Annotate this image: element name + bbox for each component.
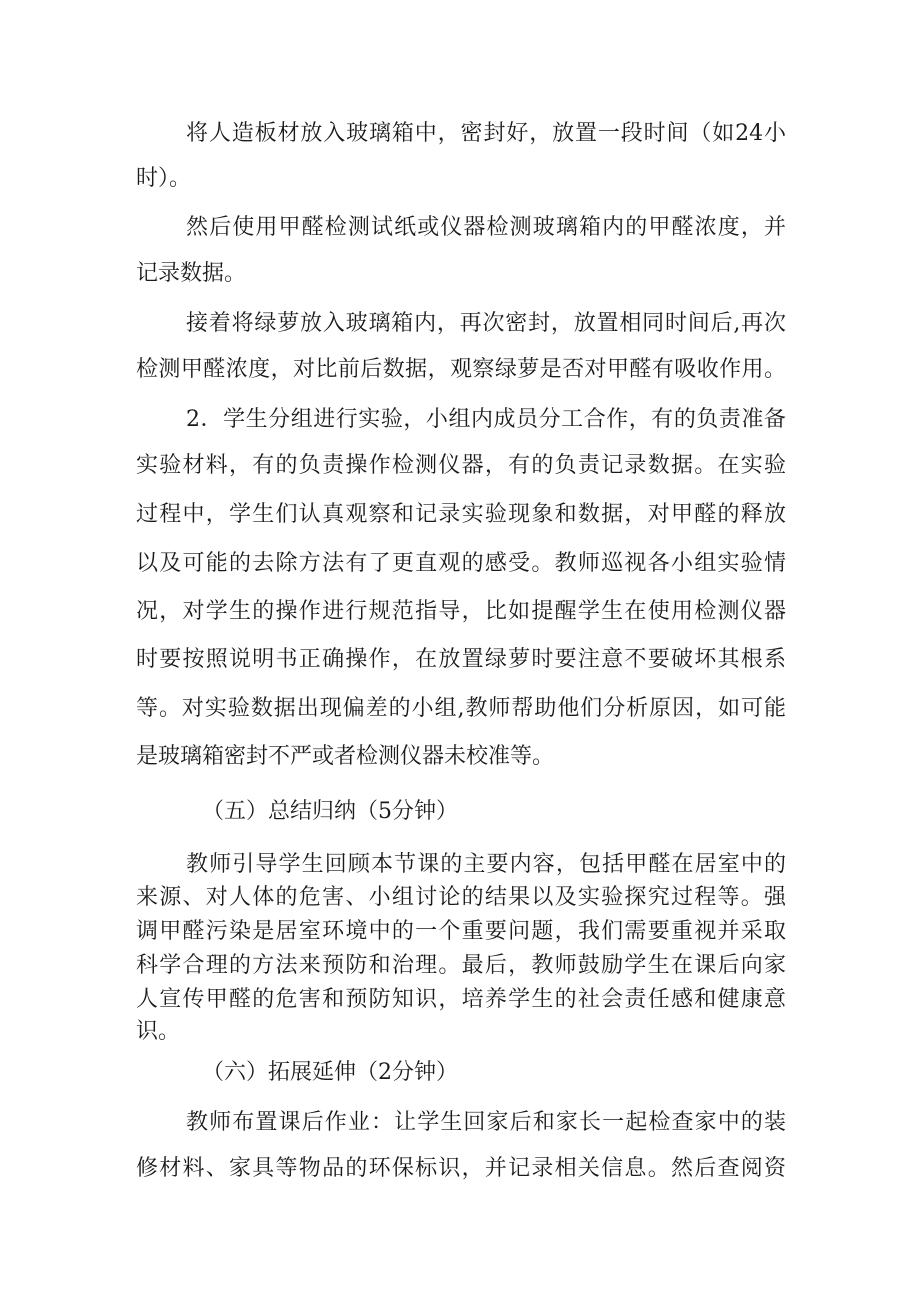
paragraph-line: 时要按照说明书正确操作，在放置绿萝时要注意不要破坏其根系	[136, 647, 786, 672]
paragraph-line: 以及可能的去除方法有了更直观的感受。教师巡视各小组实验情	[136, 551, 786, 576]
paragraph-line: 教师引导学生回顾本节课的主要内容，包括甲醛在居室中的	[186, 852, 786, 877]
paragraph-line: 况，对学生的操作进行规范指导，比如提醒学生在使用检测仪器	[136, 599, 786, 624]
paragraph-line: 2．学生分组进行实验，小组内成员分工合作，有的负责准备	[186, 407, 786, 432]
paragraph-line: 等。对实验数据出现偏差的小组,教师帮助他们分析原因，如可能	[136, 696, 786, 721]
paragraph-line: 来源、对人体的危害、小组讨论的结果以及实验探究过程等。强	[136, 885, 786, 910]
paragraph-line: 修材料、家具等物品的环保标识，并记录相关信息。然后查阅资	[136, 1156, 786, 1181]
paragraph-line: 识。	[136, 1019, 181, 1044]
paragraph-line: 是玻璃箱密封不严或者检测仪器未校准等。	[136, 744, 555, 769]
section-heading: （六）拓展延伸（2分钟）	[202, 1060, 458, 1085]
paragraph-line: 记录数据。	[136, 261, 247, 286]
paragraph-line: 时）。	[136, 166, 192, 191]
paragraph-line: 过程中，学生们认真观察和记录实验现象和数据，对甲醛的释放	[136, 502, 786, 527]
paragraph-line: 实验材料，有的负责操作检测仪器，有的负责记录数据。在实验	[136, 453, 786, 478]
paragraph-line: 将人造板材放入玻璃箱中，密封好，放置一段时间（如24小	[186, 121, 786, 146]
paragraph-line: 调甲醛污染是居室环境中的一个重要问题，我们需要重视并采取	[136, 919, 786, 944]
section-heading: （五）总结归纳（5分钟）	[202, 799, 458, 824]
paragraph-line: 然后使用甲醛检测试纸或仪器检测玻璃箱内的甲醛浓度，并	[186, 215, 786, 240]
paragraph-line: 人宣传甲醛的危害和预防知识，培养学生的社会责任感和健康意	[136, 987, 786, 1012]
paragraph-line: 接着将绿萝放入玻璃箱内，再次密封，放置相同时间后,再次	[186, 311, 786, 336]
paragraph-line: 检测甲醛浓度，对比前后数据，观察绿萝是否对甲醛有吸收作用。	[136, 357, 786, 382]
paragraph-line: 科学合理的方法来预防和治理。最后，教师鼓励学生在课后向家	[136, 953, 786, 978]
paragraph-line: 教师布置课后作业：让学生回家后和家长一起检查家中的装	[186, 1110, 786, 1135]
